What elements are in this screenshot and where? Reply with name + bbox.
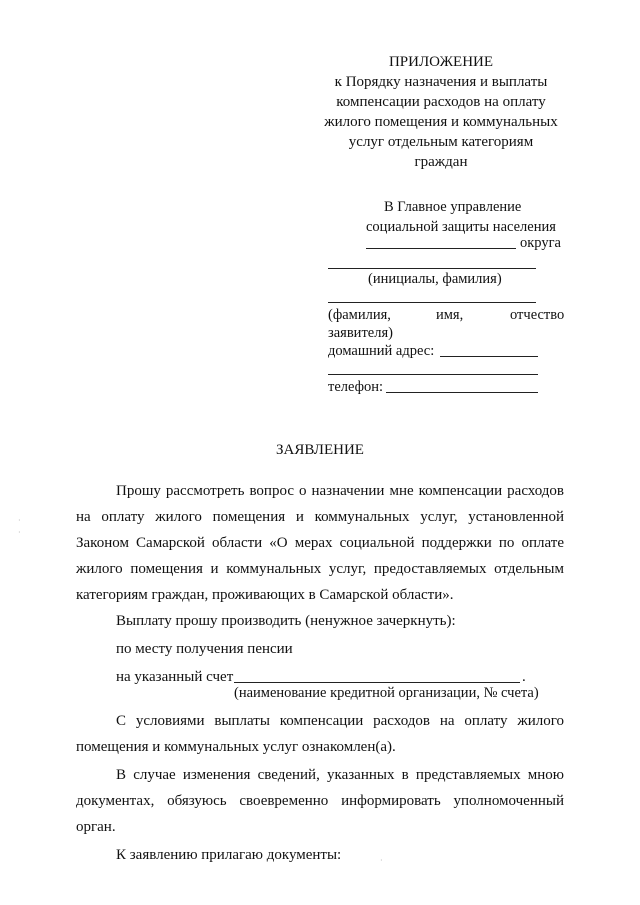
payment-label: Выплату прошу производить (ненужное зачеркнуть): <box>116 613 456 629</box>
account-caption: (наименование кредитной организации, № счета) <box>234 685 539 701</box>
address-label: домашний адрес: <box>328 343 435 359</box>
phone-blank-line <box>386 392 538 393</box>
initials-caption: (инициалы, фамилия) <box>368 271 502 287</box>
account-blank-line <box>234 682 520 683</box>
okrug-blank-line <box>366 248 516 249</box>
fio-blank-line <box>328 302 536 303</box>
annex-line: жилого помещения и коммунальных <box>324 114 558 130</box>
attachments-label: К заявлению прилагаю документы: <box>116 847 342 863</box>
scan-speck: · <box>18 528 21 537</box>
statement-paragraph: Прошу рассмотреть вопрос о назначении мне компенсации расходов на оплату жилого помещения и коммунальных услуг, установленной Законом Самарской области «О мерах социальной поддержки по оплате жилого помещения и коммунальных услуг, предоставляемых отдельным категориям граждан, проживающих в Самарской области». <box>76 483 564 603</box>
recipient-line-1: В Главное управление <box>384 199 522 215</box>
fio-caption-1: (фамилия, <box>328 307 391 323</box>
annex-header <box>310 52 572 172</box>
annex-line: к Порядку назначения и выплаты <box>334 74 548 90</box>
annex-line: граждан <box>414 154 468 170</box>
annex-line: компенсации расходов на оплату <box>336 94 546 110</box>
conditions-paragraph: С условиями выплаты компенсации расходов на оплату жилого помещения и коммунальных услуг ознакомлен(а). <box>76 713 564 755</box>
okrug-label: округа <box>520 235 561 251</box>
fio-caption-2: имя, <box>436 307 464 323</box>
option-account: на указанный счет <box>116 669 234 685</box>
recipient-line-2: социальной защиты населения <box>366 219 556 235</box>
annex-title: ПРИЛОЖЕНИЕ <box>388 54 494 70</box>
scan-speck: · <box>380 856 383 865</box>
scan-speck: · <box>18 516 21 525</box>
phone-label: телефон: <box>328 379 384 395</box>
option-pension: по месту получения пенсии <box>116 641 293 657</box>
fio-caption-4: заявителя) <box>328 325 393 341</box>
annex-line: услуг отдельным категориям <box>348 134 534 150</box>
fio-caption-3: отчество <box>510 307 565 323</box>
statement-title: ЗАЯВЛЕНИЕ <box>276 442 364 458</box>
address-blank-line-2 <box>328 374 538 375</box>
address-blank-line <box>440 356 538 357</box>
account-end: . <box>522 669 526 685</box>
changes-paragraph: В случае изменения сведений, указанных в представляемых мною документах, обязуюсь своевременно информировать уполномоченный орган. <box>76 767 564 835</box>
